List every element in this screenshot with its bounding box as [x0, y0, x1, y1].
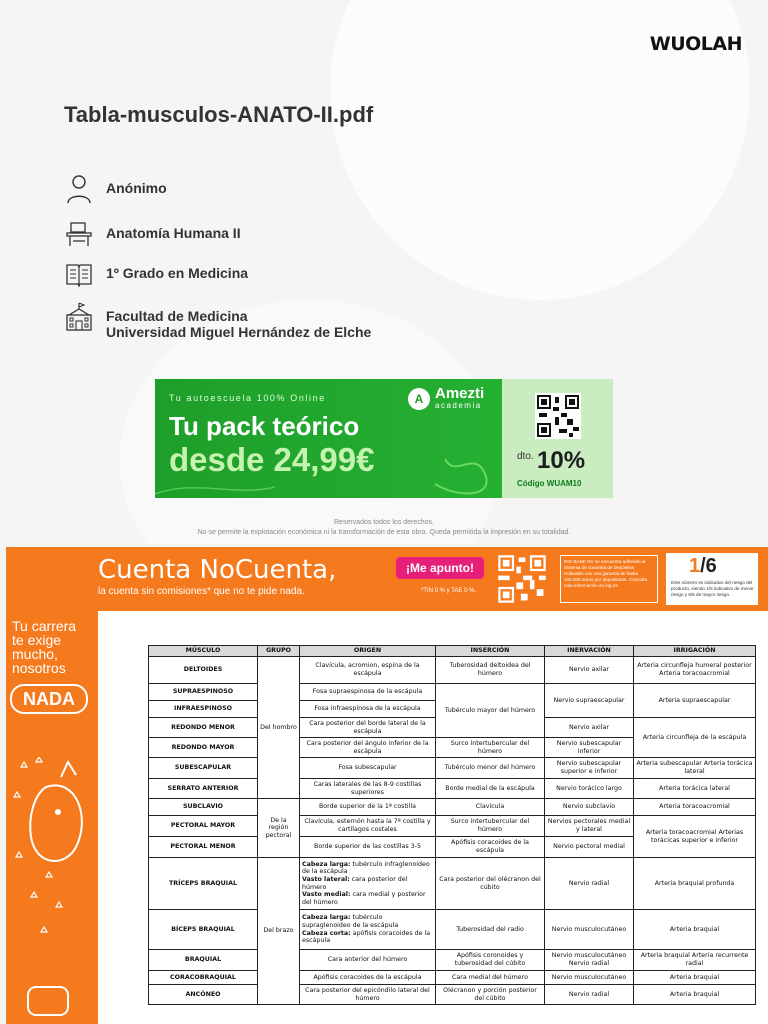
table-row — [149, 858, 756, 910]
degree-name: 1º Grado en Medicina — [106, 265, 249, 281]
amezti-brand-name: Amezti — [435, 385, 485, 402]
origin-cell: Fosa subescapular — [300, 758, 436, 779]
table-row — [149, 779, 756, 799]
building-icon — [64, 302, 94, 332]
desk-icon — [64, 219, 94, 249]
muscle-cell: SUPRAESPINOSO — [149, 684, 258, 701]
origin-part-label: Vasto medial: — [302, 891, 351, 899]
author-name: Anónimo — [106, 180, 167, 196]
muscle-cell: PECTORAL MAYOR — [149, 816, 258, 837]
irrigation-cell: Arteria torácica lateral — [634, 779, 756, 799]
table-row — [149, 950, 756, 971]
innervation-cell: Nervio radial — [545, 985, 634, 1005]
book-icon — [64, 259, 94, 289]
irrigation-cell: Arteria supraescapular — [634, 684, 756, 718]
amezti-logo-mark: A — [408, 388, 430, 410]
subject-name: Anatomía Humana II — [106, 225, 241, 241]
origin-cell: Cara posterior del borde lateral de la escápula — [300, 718, 436, 738]
origin-cell: Borde superior de la 1ª costilla — [300, 799, 436, 816]
amezti-ad-banner[interactable] — [155, 379, 613, 498]
insertion-cell: Tuberosidad del radio — [436, 910, 545, 950]
risk-numerator: 1 — [689, 555, 701, 577]
insertion-cell: Tubérculo menor del húmero — [436, 758, 545, 779]
insertion-cell: Apófisis coracoides de la escápula — [436, 837, 545, 858]
side-nada-badge: NADA — [10, 684, 88, 714]
origin-cell: Fosa infraespinosa de la escápula — [300, 701, 436, 718]
document-page — [6, 547, 768, 1024]
insertion-cell: Cara medial del húmero — [436, 971, 545, 985]
irrigation-cell: Arteria toracoacromial — [634, 799, 756, 816]
origin-cell: Cara posterior del ángulo inferior de la escápula — [300, 738, 436, 758]
ing-legal-text: ING BANK NV se encuentra adherido al Sistema de Garantía de Depósitos Holandés con una garantía de hasta 100.000 euros por depositante. Consulta más información en ing.es — [560, 555, 658, 603]
irrigation-cell: Arteria circunfleja humeral posterior Arteria toracoacromial — [634, 657, 756, 684]
column-header: MÚSCULO — [149, 646, 258, 657]
insertion-cell: Clavícula — [436, 799, 545, 816]
lion-illustration — [6, 757, 98, 1017]
innervation-cell: Nervio supraescapular — [545, 684, 634, 718]
wuolah-logo[interactable]: WUOLAH — [649, 33, 742, 55]
innervation-cell: Nervio subescapular inferior — [545, 738, 634, 758]
group-cell: De la región pectoral — [258, 799, 300, 858]
innervation-cell: Nervio pectoral medial — [545, 837, 634, 858]
me-apunto-button[interactable]: ¡Me apunto! — [396, 557, 484, 579]
discount-label: dto. — [517, 451, 534, 462]
muscle-cell: BRAQUIAL — [149, 950, 258, 971]
irrigation-cell: Arteria braquial — [634, 910, 756, 950]
column-header: INSERCIÓN — [436, 646, 545, 657]
insertion-cell: Apófisis coronoides y tuberosidad del cúbito — [436, 950, 545, 971]
group-cell: Del brazo — [258, 858, 300, 1005]
innervation-cell: Nervio musculocutáneo — [545, 910, 634, 950]
ing-ad-title: Cuenta NoCuenta, — [98, 555, 337, 585]
insertion-cell: Borde medial de la escápula — [436, 779, 545, 799]
meta-faculty — [64, 302, 371, 340]
ad-tagline: Tu autoescuela 100% Online — [169, 393, 326, 403]
innervation-cell: Nervio subclavio — [545, 799, 634, 816]
innervation-cell: Nervio axilar — [545, 657, 634, 684]
insertion-cell: Surco intertubercular del húmero — [436, 738, 545, 758]
muscle-cell: SUBESCAPULAR — [149, 758, 258, 779]
origin-part: cara medial y posterior del húmero — [302, 891, 426, 906]
muscle-cell: BÍCEPS BRAQUIAL — [149, 910, 258, 950]
muscle-cell: INFRAESPINOSO — [149, 701, 258, 718]
innervation-cell: Nervio musculocutáneo Nervio radial — [545, 950, 634, 971]
rights-line: No se permite la explotación económica ni la transformación de esta obra. Queda permitida la impresión en su totalidad. — [197, 529, 571, 536]
discount-code: Código WUAM10 — [517, 479, 582, 488]
innervation-cell: Nervio musculocutáneo — [545, 971, 634, 985]
origin-cell: Apófisis coracoides de la escápula — [300, 971, 436, 985]
origin-cell — [300, 910, 436, 950]
ing-tin-note: *TIN 0 % y TAE 0 %. — [421, 588, 477, 594]
irrigation-cell: Arteria braquial — [634, 971, 756, 985]
origin-cell: Cara posterior del epicóndilo lateral del húmero — [300, 985, 436, 1005]
risk-value — [689, 555, 717, 578]
ing-ad-subtitle: la cuenta sin comisiones* que no te pide nada. — [98, 586, 305, 597]
faculty-line: Facultad de Medicina — [106, 308, 248, 324]
meta-subject — [64, 219, 241, 249]
table-row — [149, 684, 756, 701]
slogan-line: mucho, — [12, 646, 58, 662]
qr-code-icon[interactable] — [535, 393, 581, 439]
ad-price: desde 24,99€ — [169, 441, 375, 478]
column-header: GRUPO — [258, 646, 300, 657]
muscle-cell: REDONDO MAYOR — [149, 738, 258, 758]
discount-value: 10% — [537, 447, 586, 474]
origin-part: cara posterior del húmero — [302, 875, 408, 891]
origin-cell: Fosa supraespinosa de la escápula — [300, 684, 436, 701]
origin-cell — [300, 858, 436, 910]
column-header: IRRIGACIÓN — [634, 646, 756, 657]
muscle-cell: DELTOIDES — [149, 657, 258, 684]
innervation-cell: Nervio subescapular superior e inferior — [545, 758, 634, 779]
qr-code-icon[interactable] — [496, 553, 548, 605]
table-header-row — [149, 646, 756, 657]
table-row — [149, 971, 756, 985]
origin-cell: Borde superior de las costillas 3-5 — [300, 837, 436, 858]
muscle-cell: PECTORAL MENOR — [149, 837, 258, 858]
innervation-cell: Nervio axilar — [545, 718, 634, 738]
irrigation-cell: Arteria braquial Arteria recurrente radial — [634, 950, 756, 971]
muscle-cell: SERRATO ANTERIOR — [149, 779, 258, 799]
origin-part: apófisis coracoides de la escápula — [302, 929, 431, 945]
muscle-table — [148, 645, 756, 1005]
origin-part-label: Vasto lateral: — [302, 875, 350, 883]
side-slogan — [12, 619, 98, 675]
risk-indicator — [666, 553, 758, 605]
table-row — [149, 816, 756, 837]
slogan-line: nosotros — [12, 660, 66, 676]
insertion-cell: Tuberosidad deltoidea del húmero — [436, 657, 545, 684]
rights-notice — [0, 518, 768, 538]
faculty-name — [106, 302, 371, 340]
insertion-cell: Tubérculo mayor del húmero — [436, 684, 545, 738]
amezti-logo — [408, 387, 484, 410]
insertion-cell: Surco intertubercular del húmero — [436, 816, 545, 837]
user-icon — [64, 174, 94, 204]
amezti-brand-sub: academia — [435, 401, 482, 410]
origin-part-label: Cabeza larga: — [302, 860, 351, 868]
table-row — [149, 657, 756, 684]
innervation-cell: Nervio torácico largo — [545, 779, 634, 799]
ad-headline: Tu pack teórico — [169, 411, 360, 441]
origin-part: tubérculo supraglenoideo de la escápula — [302, 914, 399, 929]
slogan-line: te exige — [12, 632, 62, 648]
university-line: Universidad Miguel Hernández de Elche — [106, 324, 372, 340]
origin-part: tubérculo infraglenoideo de la escápula — [302, 860, 430, 876]
irrigation-cell: Arteria circunfleja de la escápula — [634, 718, 756, 758]
irrigation-cell: Arteria braquial — [634, 985, 756, 1005]
irrigation-cell: Arteria subescapular Arteria torácica lateral — [634, 758, 756, 779]
irrigation-cell: Arteria toracoacromial Arterias torácicas superior e inferior — [634, 816, 756, 858]
origin-cell: Caras laterales de las 8-9 costillas superiores — [300, 779, 436, 799]
muscle-cell: REDONDO MENOR — [149, 718, 258, 738]
document-title: Tabla-musculos-ANATO-II.pdf — [64, 102, 374, 127]
ad-qr-panel — [502, 379, 613, 498]
table-row — [149, 910, 756, 950]
table-row — [149, 799, 756, 816]
meta-degree — [64, 259, 248, 289]
origin-part-label: Cabeza corta: — [302, 929, 351, 937]
muscle-cell: ANCÓNEO — [149, 985, 258, 1005]
origin-cell: Clavícula, esternón hasta la 7ª costilla y cartílagos costales — [300, 816, 436, 837]
slogan-line: Tu carrera — [12, 618, 77, 634]
rights-line: Reservados todos los derechos. — [334, 519, 434, 526]
risk-denominator: /6 — [700, 555, 717, 577]
origin-cell: Clavícula, acromion, espina de la escápula — [300, 657, 436, 684]
meta-author — [64, 174, 167, 204]
insertion-cell: Olécranon y porción posterior del cúbito — [436, 985, 545, 1005]
table-row — [149, 985, 756, 1005]
risk-note: Este número es indicativo del riesgo del producto, siendo 1/6 indicativo de menor riesgo y 6/6 de mayor riesgo. — [671, 580, 754, 597]
muscle-cell: SUBCLAVIO — [149, 799, 258, 816]
innervation-cell: Nervios pectorales medial y lateral — [545, 816, 634, 837]
origin-part-label: Cabeza larga: — [302, 914, 351, 922]
column-header: ORIGEN — [300, 646, 436, 657]
column-header: INERVACIÓN — [545, 646, 634, 657]
muscle-cell: TRÍCEPS BRAQUIAL — [149, 858, 258, 910]
table-row — [149, 758, 756, 779]
group-cell: Del hombro — [258, 657, 300, 799]
irrigation-cell: Arteria braquial profunda — [634, 858, 756, 910]
insertion-cell: Cara posterior del olécranon del cúbito — [436, 858, 545, 910]
muscle-cell: CORACOBRAQUIAL — [149, 971, 258, 985]
innervation-cell: Nervio radial — [545, 858, 634, 910]
origin-cell: Cara anterior del húmero — [300, 950, 436, 971]
